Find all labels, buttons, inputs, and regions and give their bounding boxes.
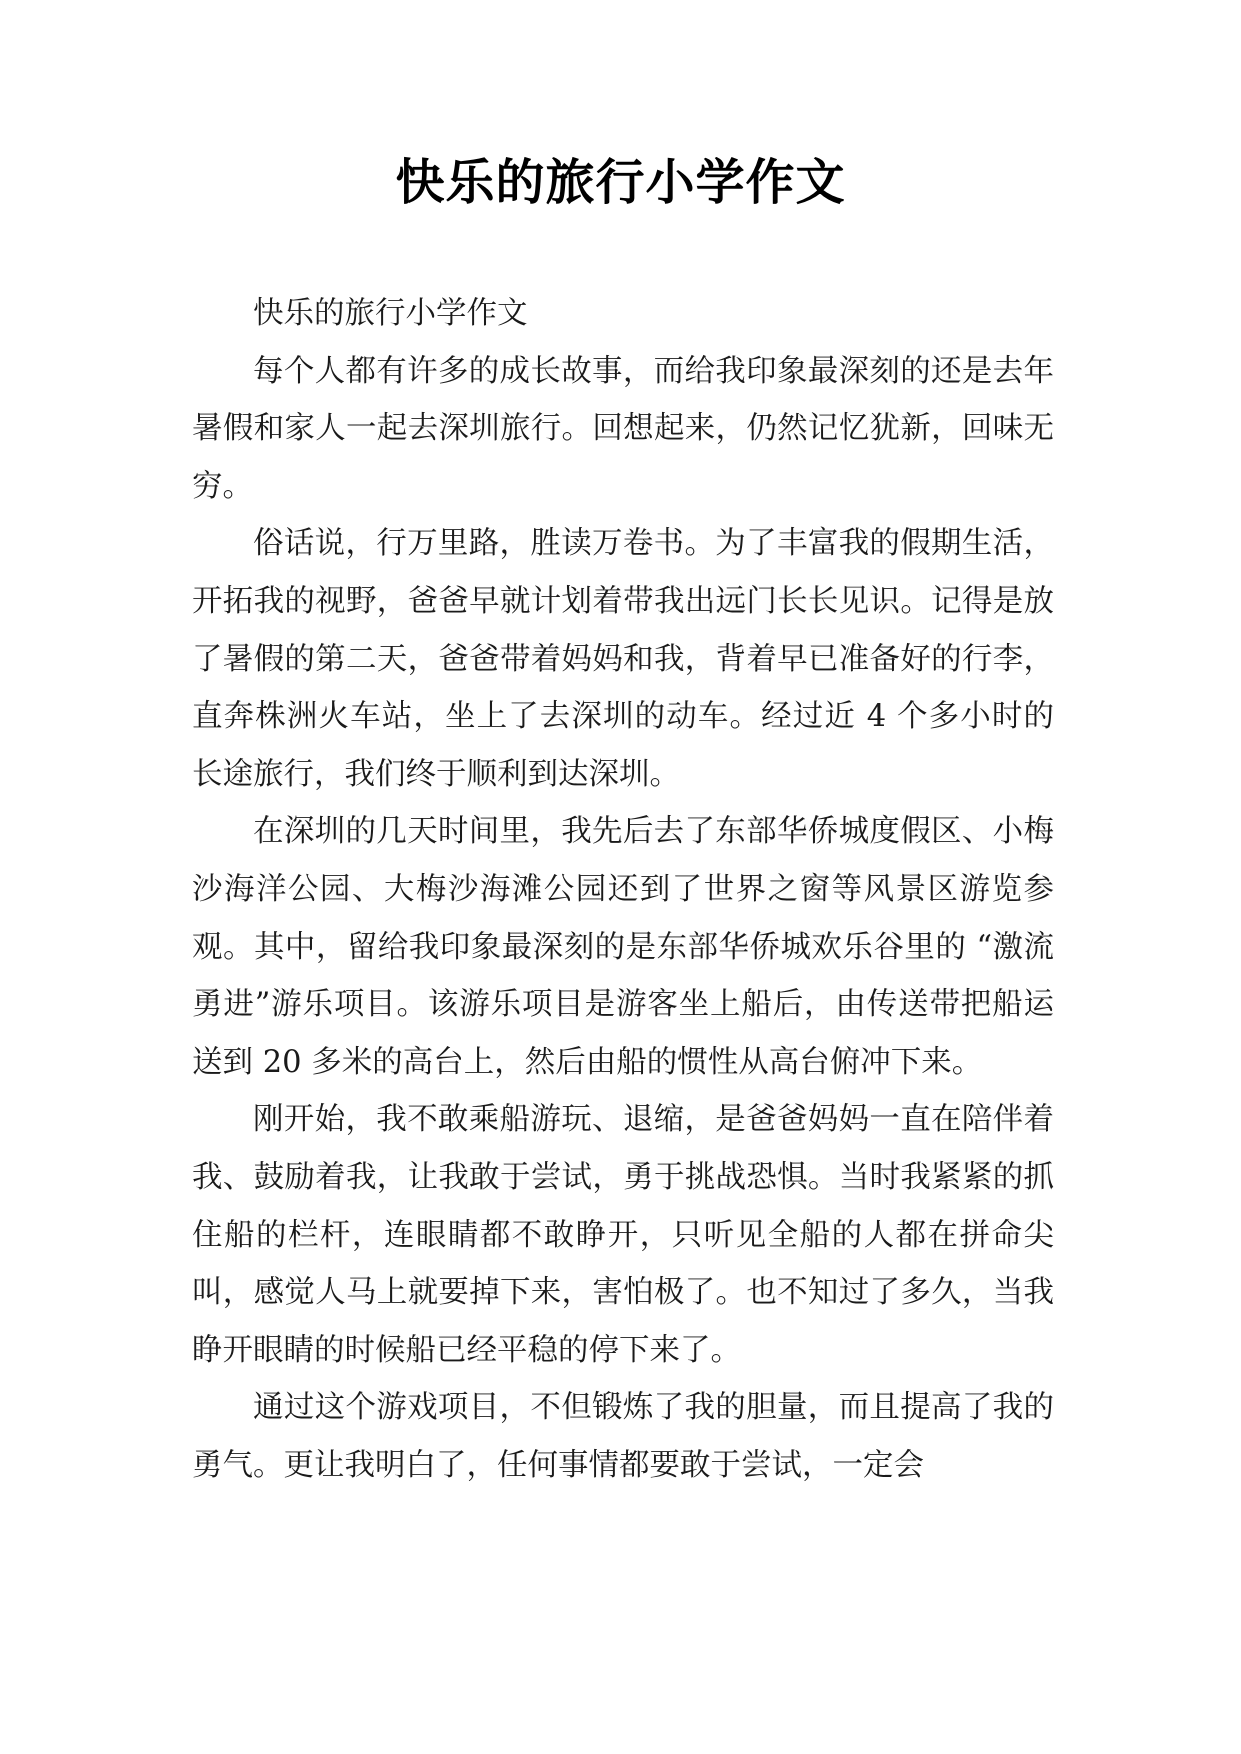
paragraph-lesson: 通过这个游戏项目，不但锻炼了我的胆量，而且提高了我的勇气。更让我明白了，任何事情都要敢于尝试，一定会	[192, 1390, 1054, 1483]
paragraph-intro: 每个人都有许多的成长故事，而给我印象最深刻的还是去年暑假和家人一起去深圳旅行。回想起来，仍然记忆犹新，回味无穷。	[192, 353, 1054, 504]
paragraph-sightseeing: 在深圳的几天时间里，我先后去了东部华侨城度假区、小梅沙海洋公园、大梅沙海滩公园还到了世界之窗等风景区游览参观。其中，留给我印象最深刻的是东部华侨城欢乐谷里的 “激流勇进”游乐项目。该游乐项目是游客坐上船后，由传送带把船运送到 20 多米的高台上，然后由船的惯性从高台俯冲下来。	[192, 814, 1054, 1080]
paragraph-subtitle: 快乐的旅行小学作文	[253, 296, 528, 331]
paragraph-ride: 刚开始，我不敢乘船游玩、退缩，是爸爸妈妈一直在陪伴着我、鼓励着我，让我敢于尝试，勇于挑战恐惧。当时我紧紧的抓住船的栏杆，连眼睛都不敢睁开，只听见全船的人都在拼命尖叫，感觉人马上就要掉下来，害怕极了。也不知过了多久，当我睁开眼睛的时候船已经平稳的停下来了。	[192, 1102, 1054, 1368]
document-body	[192, 285, 1054, 1494]
document-title: 快乐的旅行小学作文	[395, 153, 846, 211]
paragraph-departure: 俗话说，行万里路，胜读万卷书。为了丰富我的假期生活，开拓我的视野，爸爸早就计划着带我出远门长长见识。记得是放了暑假的第二天，爸爸带着妈妈和我，背着早已准备好的行李，直奔株洲火车站，坐上了去深圳的动车。经过近 4 个多小时的长途旅行，我们终于顺利到达深圳。	[192, 526, 1054, 792]
